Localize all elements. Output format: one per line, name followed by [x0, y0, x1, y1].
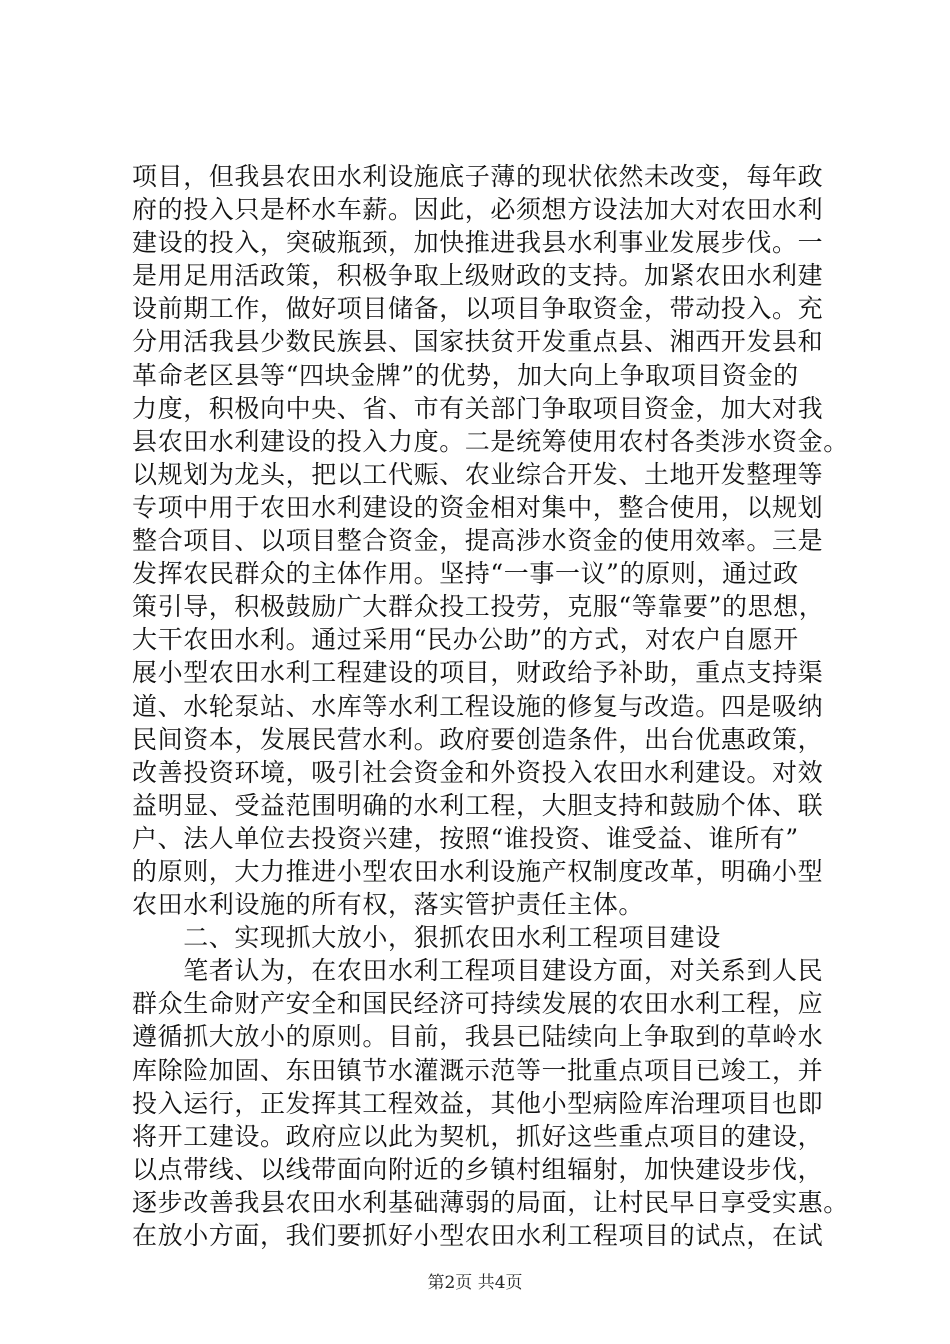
text-line: 逐步改善我县农田水利基础薄弱的局面，让村民早日享受实惠。 — [132, 1187, 849, 1217]
text-line: 户、法人单位去投资兴建，按照“谁投资、谁受益、谁所有” — [132, 823, 799, 853]
text-line: 益明显、受益范围明确的水利工程，大胆支持和鼓励个体、联 — [132, 790, 824, 820]
document-body — [132, 160, 849, 1252]
text-line: 以点带线、以线带面向附近的乡镇村组辐射，加快建设步伐， — [132, 1154, 824, 1184]
text-line: 专项中用于农田水利建设的资金相对集中，整合使用，以规划 — [132, 492, 824, 522]
text-line: 的原则，大力推进小型农田水利设施产权制度改革，明确小型 — [132, 856, 824, 886]
text-line: 在放小方面，我们要抓好小型农田水利工程项目的试点，在试 — [132, 1221, 824, 1250]
text-line: 将开工建设。政府应以此为契机，抓好这些重点项目的建设， — [132, 1121, 824, 1151]
text-line: 设前期工作，做好项目储备，以项目争取资金，带动投入。充 — [132, 294, 824, 324]
text-line: 遵循抓大放小的原则。目前，我县已陆续向上争取到的草岭水 — [132, 1022, 824, 1052]
text-line: 项目，但我县农田水利设施底子薄的现状依然未改变，每年政 — [132, 162, 824, 191]
text-line: 库除险加固、东田镇节水灌溉示范等一批重点项目已竣工，并 — [132, 1055, 824, 1085]
text-line: 力度，积极向中央、省、市有关部门争取项目资金，加大对我 — [132, 393, 824, 423]
section-heading: 二、实现抓大放小，狠抓农田水利工程项目建设 — [132, 923, 721, 953]
text-line: 投入运行，正发挥其工程效益，其他小型病险库治理项目也即 — [132, 1088, 824, 1118]
text-line: 发挥农民群众的主体作用。坚持“一事一议”的原则，通过政 — [132, 559, 799, 589]
text-line: 府的投入只是杯水车薪。因此，必须想方设法加大对农田水利 — [132, 195, 824, 225]
text-line: 展小型农田水利工程建设的项目，财政给予补助，重点支持渠 — [132, 658, 824, 688]
page-number-footer: 第2页 共4页 — [427, 1273, 523, 1293]
text-line: 群众生命财产安全和国民经济可持续发展的农田水利工程，应 — [132, 989, 824, 1019]
text-line: 整合项目、以项目整合资金，提高涉水资金的使用效率。三是 — [132, 526, 824, 556]
text-line: 县农田水利建设的投入力度。二是统筹使用农村各类涉水资金。 — [132, 426, 849, 456]
text-line: 大干农田水利。通过采用“民办公助”的方式，对农户自愿开 — [132, 625, 799, 655]
text-line: 是用足用活政策，积极争取上级财政的支持。加紧农田水利建 — [132, 261, 824, 291]
text-line: 建设的投入，突破瓶颈，加快推进我县水利事业发展步伐。一 — [132, 228, 824, 258]
text-line: 改善投资环境，吸引社会资金和外资投入农田水利建设。对效 — [132, 757, 824, 787]
text-line: 革命老区县等“四块金牌”的优势，加大向上争取项目资金的 — [132, 360, 799, 390]
text-line: 道、水轮泵站、水库等水利工程设施的修复与改造。四是吸纳 — [132, 691, 824, 721]
text-line: 以规划为龙头，把以工代赈、农业综合开发、土地开发整理等 — [132, 459, 824, 489]
text-line: 民间资本，发展民营水利。政府要创造条件，出台优惠政策， — [132, 724, 824, 754]
text-line: 分用活我县少数民族县、国家扶贫开发重点县、湘西开发县和 — [132, 327, 824, 357]
text-line: 笔者认为，在农田水利工程项目建设方面，对关系到人民 — [132, 956, 824, 986]
text-line: 策引导，积极鼓励广大群众投工投劳，克服“等靠要”的思想， — [132, 592, 825, 622]
text-line: 农田水利设施的所有权，落实管护责任主体。 — [132, 890, 645, 920]
